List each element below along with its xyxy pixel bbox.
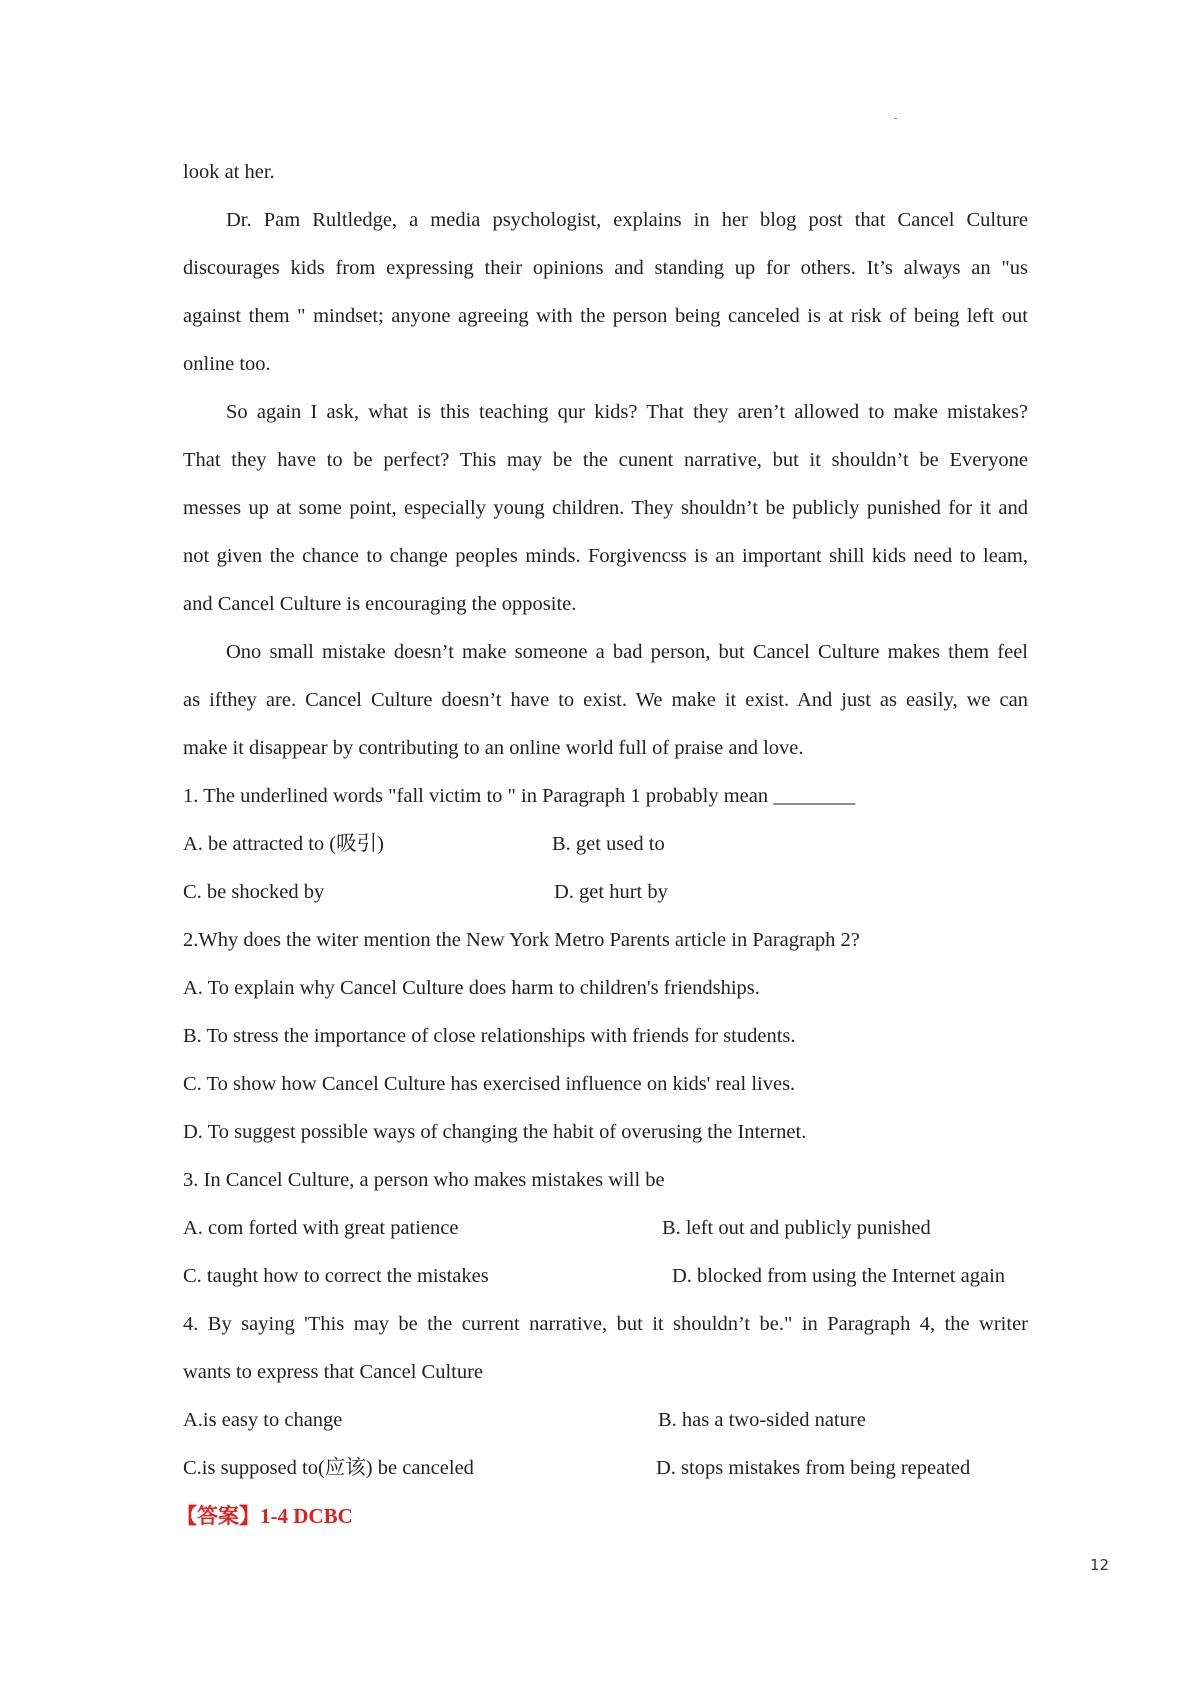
- page-number: 12: [1090, 1556, 1110, 1574]
- option-a: A. com forted with great patience: [183, 1217, 459, 1239]
- option-c: C.is supposed to(应该) be canceled: [183, 1457, 474, 1479]
- passage-line: and Cancel Culture is encouraging the opposite.: [183, 593, 577, 615]
- passage-line: So again I ask, what is this teaching qur kids? That they aren’t allowed to make mistakes?: [226, 401, 1028, 423]
- passage-line: as ifthey are. Cancel Culture doesn’t have to exist. We make it exist. And just as easily, we can: [183, 689, 1028, 711]
- passage-line: Ono small mistake doesn’t make someone a bad person, but Cancel Culture makes them feel: [226, 641, 1028, 663]
- passage-line: look at her.: [183, 161, 275, 183]
- option-c: C. taught how to correct the mistakes: [183, 1265, 489, 1287]
- passage-line: discourages kids from expressing their opinions and standing up for others. It’s always an "us: [183, 257, 1028, 279]
- option-a: A. be attracted to (吸引): [183, 833, 384, 855]
- option-d: D. stops mistakes from being repeated: [656, 1457, 971, 1479]
- passage-line: online too.: [183, 353, 271, 375]
- answer-key: 【答案】1-4 DCBC: [176, 1504, 353, 1528]
- option-d: D. blocked from using the Internet again: [672, 1265, 1006, 1287]
- option-d: D. To suggest possible ways of changing the habit of overusing the Internet.: [183, 1121, 807, 1143]
- passage-line: That they have to be perfect? This may be the cunent narrative, but it shouldn’t be Everyone: [183, 449, 1028, 471]
- option-a: A. To explain why Cancel Culture does harm to children's friendships.: [183, 977, 760, 999]
- passage-line: make it disappear by contributing to an online world full of praise and love.: [183, 737, 804, 759]
- passage-line: not given the chance to change peoples minds. Forgivencss is an important shill kids need to leam,: [183, 545, 1028, 567]
- passage-line: against them " mindset; anyone agreeing with the person being canceled is at risk of being left out: [183, 305, 1028, 327]
- scan-speck: [894, 118, 897, 119]
- option-b: B. To stress the importance of close relationships with friends for students.: [183, 1025, 796, 1047]
- question-stem: 1. The underlined words "fall victim to " in Paragraph 1 probably mean ________: [183, 785, 856, 807]
- question-stem: 4. By saying 'This may be the current narrative, but it shouldn’t be." in Paragraph 4, the writer: [183, 1313, 1028, 1335]
- question-stem-continued: wants to express that Cancel Culture: [183, 1361, 484, 1383]
- option-d: D. get hurt by: [554, 881, 668, 903]
- passage-line: messes up at some point, especially young children. They shouldn’t be publicly punished for it and: [183, 497, 1028, 519]
- question-stem: 3. In Cancel Culture, a person who makes mistakes will be: [183, 1169, 665, 1191]
- option-b: B. left out and publicly punished: [662, 1217, 931, 1239]
- passage-line: Dr. Pam Rultledge, a media psychologist, explains in her blog post that Cancel Culture: [226, 209, 1028, 231]
- option-b: B. get used to: [552, 833, 665, 855]
- option-b: B. has a two-sided nature: [658, 1409, 866, 1431]
- option-c: C. To show how Cancel Culture has exercised influence on kids' real lives.: [183, 1073, 796, 1095]
- question-stem: 2.Why does the witer mention the New York Metro Parents article in Paragraph 2?: [183, 929, 860, 951]
- option-a: A.is easy to change: [183, 1409, 343, 1431]
- option-c: C. be shocked by: [183, 881, 325, 903]
